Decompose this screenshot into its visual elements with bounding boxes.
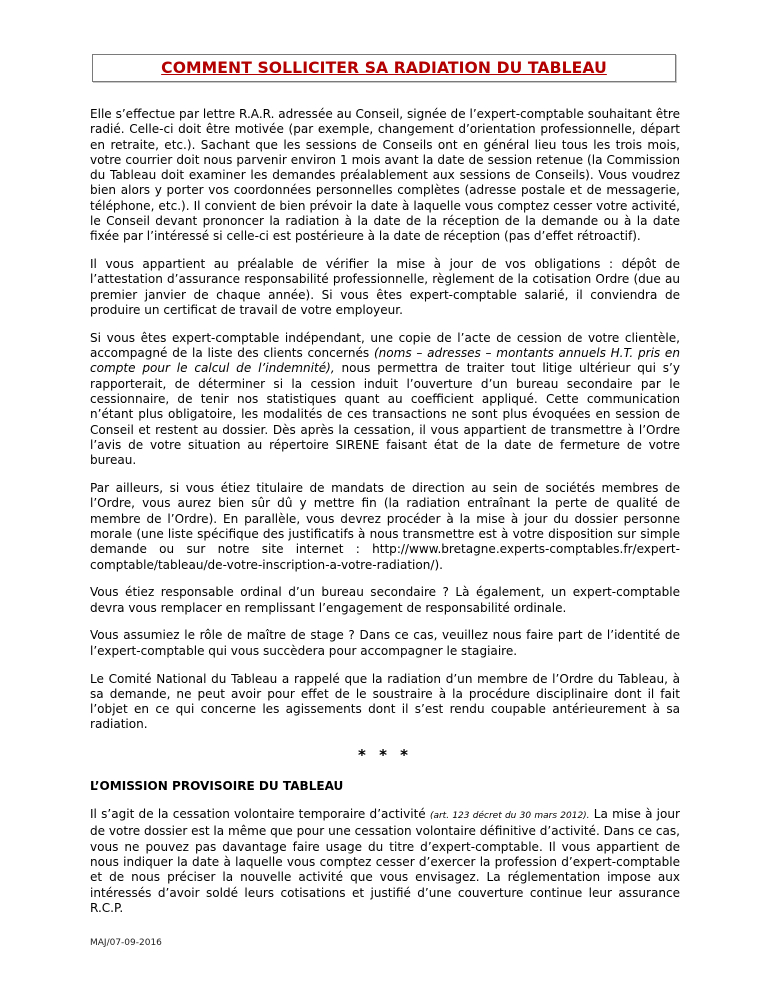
document-body — [90, 107, 680, 916]
paragraph-omission-text-b: La mise à jour de votre dossier est la même que pour une cessation volontaire définitive d’activité. Dans ce cas, vous ne pouvez pas davantage faire usage du titre d’expert-comptable. Il vous appartient de nous indiquer la date à laquelle vous comptez cesser d’exercer la profession d’expert-comptable et de nous préciser la nouvelle activité que vous envisagez. La réglementation impose aux intéressés d’avoir soldé leurs cotisations et justifié d’une couverture continue leur assurance R.C.P. — [90, 807, 680, 915]
paragraph-omission-reference: (art. 123 décret du 30 mars 2012). — [429, 811, 590, 822]
paragraph-mandates: Par ailleurs, si vous étiez titulaire de mandats de direction au sein de sociétés membres de l’Ordre, vous aurez bien sûr dû y mettre fin (la radiation entraînant la perte de qualité de membre de l’Ordre). En parallèle, vous devrez procéder à la mise à jour du dossier personne morale (une liste spécifique des justificatifs à nous transmettre est à votre disposition sur simple demande ou sur notre site internet : http://www.bretagne.experts-comptables.fr/expert-comptable/tableau/de-votre-inscription-a-votre-radiation/). — [90, 481, 680, 572]
footer-update-date: MAJ/07-09-2016 — [90, 938, 162, 948]
page-title: COMMENT SOLLICITER SA RADIATION DU TABLEAU — [161, 59, 607, 77]
section-separator: * * * — [358, 746, 412, 765]
paragraph-independent — [90, 331, 680, 469]
paragraph-obligations: Il vous appartient au préalable de vérifier la mise à jour de vos obligations : dépôt de l’attestation d’assurance responsabilité professionnelle, règlement de la cotisation Ordre (due au premier janvier de chaque année). Si vous êtes expert-comptable salarié, il conviendra de produire un certificat de travail de votre employeur. — [90, 257, 680, 318]
paragraph-independent-italic: (noms – adresses – montants annuels H.T. pris en compte pour le calcul de l’indemnité), — [90, 346, 680, 376]
paragraph-omission — [90, 807, 680, 916]
paragraph-request-letter: Elle s’effectue par lettre R.A.R. adressée au Conseil, signée de l’expert-comptable souhaitant être radié. Celle-ci doit être motivée (par exemple, changement d’orientation professionnelle, départ en retraite, etc.). Sachant que les sessions de Conseils ont en général lieu tous les trois mois, votre courrier doit nous parvenir environ 1 mois avant la date de session retenue (la Commission du Tableau doit examiner les demandes préalablement aux sessions de Conseils). Vous voudrez bien alors y porter vos coordonnées personnelles complètes (adresse postale et de messagerie, téléphone, etc.). Il convient de bien prévoir la date à laquelle vous comptez cesser votre activité, le Conseil devant prononcer la radiation à la date de la réception de la demande ou à la date fixée par l’intéressé si celle-ci est postérieure à la date de réception (pas d’effet rétroactif). — [90, 107, 680, 244]
title-box — [92, 54, 676, 82]
paragraph-internship-master: Vous assumiez le rôle de maître de stage ? Dans ce cas, veuillez nous faire part de l’identité de l’expert-comptable qui vous succèdera pour accompagner le stagiaire. — [90, 628, 680, 658]
paragraph-omission-text-a: Il s’agit de la cessation volontaire temporaire d’activité — [90, 807, 430, 822]
paragraph-independent-text-b: nous permettra de traiter tout litige ultérieur qui s’y rapporterait, de déterminer si la cession induit l’ouverture d’un bureau secondaire par le cessionnaire, de tenir nos statistiques quant au coefficient appliqué. Cette communication n’étant plus obligatoire, les modalités de ces transactions ne sont plus évoquées en session de Conseil et restent au dossier. Dès après la cessation, il vous appartient de transmettre à l’Ordre l’avis de votre situation au répertoire SIRENE faisant état de la date de fermeture de votre bureau. — [90, 361, 680, 468]
paragraph-independent-text-a: Si vous êtes expert-comptable indépendant, une copie de l’acte de cession de votre clientèle, accompagné de la liste des clients concernés — [90, 330, 680, 361]
paragraph-secondary-office: Vous étiez responsable ordinal d’un bureau secondaire ? Là également, un expert-comptable devra vous remplacer en remplissant l’engagement de responsabilité ordinale. — [90, 585, 680, 615]
section-heading-omission: L’OMISSION PROVISOIRE DU TABLEAU — [90, 779, 344, 794]
paragraph-national-committee: Le Comité National du Tableau a rappelé que la radiation d’un membre de l’Ordre du Tableau, à sa demande, ne peut avoir pour effet de le soustraire à la procédure disciplinaire dont il fait l’objet en ce qui concerne les agissements dont il s’est rendu coupable antérieurement à sa radiation. — [90, 671, 680, 732]
document-page — [90, 54, 680, 929]
